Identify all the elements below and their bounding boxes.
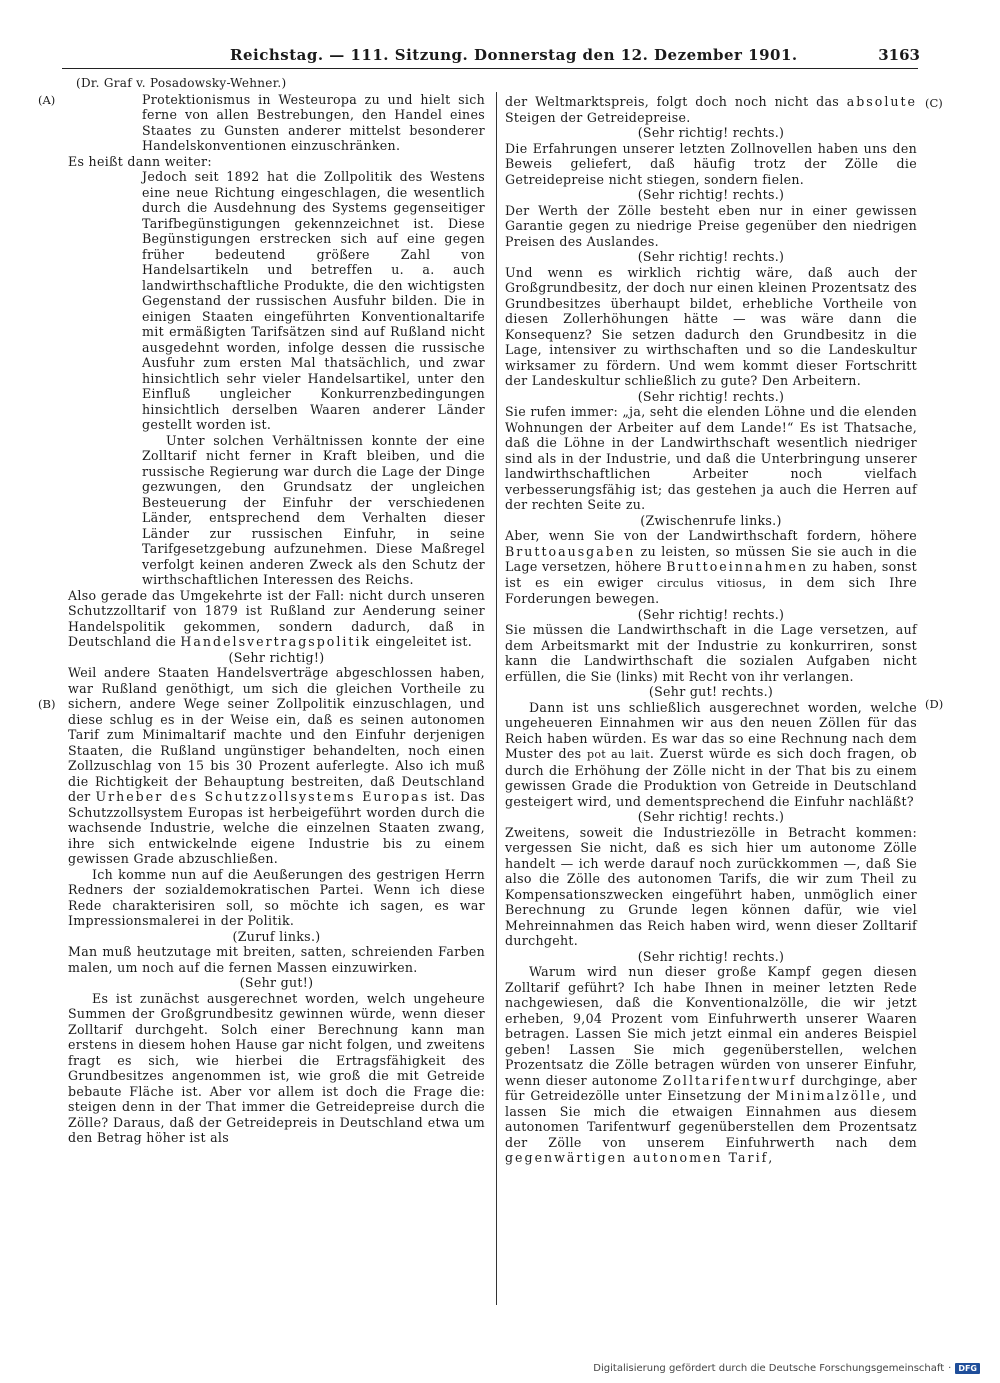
dfg-logo: DFG (955, 1363, 980, 1374)
margin-marker-d: (D) (925, 697, 944, 711)
paragraph: Der Werth der Zölle besteht eben nur in einer gewissen Garantie gegen zu niedrige Preise gegenüber den niedrigen Preisen des Auslandes. (505, 202, 917, 249)
interjection: (Zuruf links.) (232, 928, 321, 944)
margin-marker-b: (B) (38, 697, 56, 711)
margin-marker-c: (C) (925, 96, 943, 110)
paragraph: Die Erfahrungen unserer letzten Zollnovellen haben uns den Beweis geliefert, daß häufig trotz der Zölle die Getreidepreise nicht stiegen, sondern fielen. (505, 140, 917, 187)
quote-paragraph: Unter solchen Verhältnissen konnte der eine Zolltarif nicht ferner in Kraft bleiben, und die russische Regierung war durch die Lage der Dinge gezwungen, den Grundsatz der ungleichen Besteuerung der Einfuhr der verschiedenen Länder, entsprechend dem Verhalten dieser Länder zur russischen Einfuhr, in seine Tarifgesetzgebung aufzunehmen. Diese Maßregel verfolgt keinen anderen Zweck als den Schutz der wirthschaftlichen Interessen des Reichs. (142, 432, 485, 587)
emphasis: gegenwärtigen autonomen Tarif (505, 1150, 769, 1165)
paragraph: Zweitens, soweit die Industriezölle in Betracht kommen: vergessen Sie nicht, daß es sich hier um autonome Zölle handelt — ich werde darauf noch zurückkommen —, daß Sie also die Zölle des autonomen Tarifs, die wir zum Theil zu Kompensationszwecken eingeführt haben, unmöglich einer Berechnung zu Grunde legen können dafür, wie viel Mehreinnahmen das Reich haben wird, wenn dieser Zolltarif durchgeht. (505, 824, 917, 948)
paragraph: Sie müssen die Landwirthschaft in die Lage versetzen, auf dem Arbeitsmarkt mit der Industrie zu konkurriren, sonst kann die Landwirthschaft die sozialen Aufgaben nicht erfüllen, die Sie (links) mit Recht von ihr verlangen. (505, 622, 917, 684)
paragraph: Aber, wenn Sie von der Landwirthschaft fordern, höhere Bruttoausgaben zu leisten, so müssen Sie sie auch in die Lage versetzen, höhere Bruttoeinnahmen zu haben, sonst ist es ein ewiger circulus vitiosus, in dem sich Ihre Forderungen bewegen. (505, 528, 918, 606)
speaker-label: (Dr. Graf v. Posadowsky-Wehner.) (76, 76, 287, 90)
interjection: (Sehr gut!) (239, 975, 314, 990)
page-header (60, 46, 920, 68)
emphasis: Bruttoeinnahmen (666, 559, 809, 574)
quote-paragraph: Protektionismus in Westeuropa zu und hielt sich ferne von allen Bestrebungen, den Handel eines Staates zu Gunsten anderer mittelst besonderer Handelskonventionen einzuschränken. (142, 91, 485, 153)
quote-paragraph: Jedoch seit 1892 hat die Zollpolitik des Westens eine neue Richtung eingeschlagen, die wesentlich durch die Ausdehnung des Systems gegenseitiger Tarifbegünstigungen gekennzeichnet ist. Diese Begünstigungen erstrecken sich auf eine gegen früher bedeutend größere Zahl von Handelsartikeln und betreffen u. a. auch landwirthschaftliche Produkte, die den wichtigsten Gegenstand der russischen Ausfuhr bilden. Die in einigen Staaten eingeführten Konventionaltarife mit ermäßigten Tarifsätzen sind auf Rußland nicht ausgedehnt worden, infolge dessen die russische Ausfuhr zum ersten Mal thatsächlich, und zwar hinsichtlich sehr vieler Handelsartikel, unter den Einfluß ungleicher Konkurrenzbedingungen hinsichtlich derselben Waaren anderer Länder gestellt worden ist. (142, 169, 485, 432)
emphasis: absolute (846, 94, 917, 109)
footer-text: Digitalisierung gefördert durch die Deutsche Forschungsgemeinschaft (593, 1363, 945, 1374)
paragraph: Und wenn es wirklich richtig wäre, daß auch der Großgrundbesitz, der doch nur einen kleinen Prozentsatz des Grundbesitzes überhaupt bildet, erhebliche Vortheile von diesen Zollerhöhungen hätte — was wäre dann die Konsequenz? Sie setzen dadurch den Grundbesitz in die Lage, intensiver zu wirthschaften und so die Landeskultur wirksamer zu fördern. Und wem kommt dieser Fortschritt der Landeskultur schließlich zu gute? Den Arbeitern. (505, 264, 917, 388)
paragraph: Dann ist uns schließlich ausgerechnet worden, welche ungeheueren Einnahmen wir aus den neuen Zöllen für das Reich haben würden. Es war das so eine Rechnung nach dem Muster des pot au lait. Zuerst würde es sich doch fragen, ob durch die Erhöhung der Zölle nicht in der That bis zu einem gewissen Grade die Produktion von Getreide in Deutschland gesteigert wird, und dementsprechend die Einfuhr nachläßt? (505, 699, 917, 809)
page-number: 3163 (878, 46, 920, 64)
footer-separator: · (948, 1363, 952, 1374)
header-title: Reichstag. — 111. Sitzung. Donnerstag den 12. Dezember 1901. (230, 46, 798, 64)
interjection: (Sehr richtig! rechts.) (637, 809, 785, 824)
interjection: (Sehr richtig! rechts.) (637, 948, 785, 964)
latin-phrase: circulus vitiosus (656, 576, 763, 590)
emphasis: Urheber des Schutzzollsystems Europas (95, 789, 430, 804)
paragraph: Also gerade das Umgekehrte ist der Fall: nicht durch unseren Schutzzolltarif von 1879 ist Rußland zur Aenderung seiner Handelspolitik gekommen, sondern dadurch, daß in Deutschland die Handelsvertragspolitik eingeleitet ist. (68, 587, 485, 649)
paragraph: Ich komme nun auf die Aeußerungen des gestrigen Herrn Redners der sozialdemokratischen Partei. Wenn ich diese Rede charakterisiren soll, so möchte ich sagen, es war Impressionsmalerei in der Politik. (68, 866, 485, 928)
paragraph: Warum wird nun dieser große Kampf gegen diesen Zolltarif geführt? Ich habe Ihnen in meiner letzten Rede nachgewiesen, daß die Konventionalzölle, die wir jetzt erheben, 9,04 Prozent vom Einfuhrwerth unserer Waaren betragen. Lassen Sie mich jetzt einmal ein anderes Beispiel geben! Lassen Sie mich gegenüberstellen, welchen Prozentsatz die Zölle betragen würden von unserer Einfuhr, wenn dieser autonome Zolltarifentwurf durchginge, aber für Getreidezölle unter Einsetzung der Minimalzölle, und lassen Sie mich die etwaigen Einnahmen aus diesem autonomen Tarifentwurf gegenüberstellen dem Prozentsatz der Zölle von unserem Einfuhrwerth nach dem gegenwärtigen autonomen Tarif, (505, 964, 918, 1165)
emphasis: Minimalzölle (775, 1088, 882, 1103)
interjection: (Sehr richtig! rechts.) (637, 187, 785, 202)
paragraph: Es heißt dann weiter: (68, 153, 212, 169)
paragraph: Weil andere Staaten Handelsverträge abgeschlossen haben, war Rußland genöthigt, um sich die gleichen Vortheile zu sichern, andere Wege seiner Zollpolitik einzuschlagen, und diese schlug es in der Weise ein, daß es seinen autonomen Tarif zum Minimaltarif machte und den Einfuhr derjenigen Staaten, die Rußland ungünstiger behandelten, noch einen Zollzuschlag von 15 bis 30 Prozent auferlegte. Also ich muß die Richtigkeit der Behauptung bestreiten, daß Deutschland der Urheber des Schutzzollsystems Europas ist. Das Schutzzollsystem Europas ist herbeigeführt worden durch die wachsende Industrie, welche die einzelnen Staaten zwang, ihre sich entwickelnde eigene Industrie bis zu einem gewissen Grade abzuschließen. (68, 665, 485, 866)
paragraph: der Weltmarktspreis, folgt doch noch nicht das absolute Steigen der Getreidepreise. (505, 94, 917, 125)
paragraph: Es ist zunächst ausgerechnet worden, welch ungeheure Summen der Großgrundbesitz gewinnen würde, wenn dieser Zolltarif durchgeht. Solch einer Berechnung kann man erstens in diesem hohen Hause gar nicht folgen, und zweitens fragt es sich, wie hierbei die Ertragsfähigkeit des Grundbesitzes angenommen ist, wie groß die mit Getreide bebaute Fläche ist. Aber vor allem ist doch die Frage die: steigen denn in der That immer die Getreidepreise durch die Zölle? Daraus, daß der Getreidepreis in Deutschland etwa um den Betrag höher ist als (68, 990, 485, 1145)
left-column (68, 76, 485, 1146)
interjection: (Sehr gut! rechts.) (648, 684, 774, 699)
emphasis: Handelsvertragspolitik (180, 634, 372, 649)
paragraph: Sie rufen immer: „ja, seht die elenden Löhne und die elenden Wohnungen der Arbeiter auf dem Lande!“ Es ist Thatsache, daß die Löhne in der Landwirthschaft wesentlich niedriger sind als in der Industrie, und daß die Unterbringung unserer landwirthschaftlichen Arbeiter noch vielfach verbesserungsfähig ist; das gestehen ja auch die Herren auf der rechten Seite zu. (505, 404, 917, 512)
emphasis: Bruttoausgaben (505, 543, 636, 559)
margin-marker-a: (A) (38, 93, 56, 107)
interjection: (Sehr richtig! rechts.) (637, 606, 785, 622)
interjection: (Sehr richtig!) (228, 649, 325, 665)
right-column (505, 94, 917, 1166)
emphasis: Zolltarifentwurf (662, 1072, 797, 1088)
latin-phrase: pot au lait (587, 748, 650, 761)
interjection: (Sehr richtig! rechts.) (637, 249, 785, 264)
paragraph: Man muß heutzutage mit breiten, satten, schreienden Farben malen, um noch auf die fernen Massen einzuwirken. (68, 944, 485, 975)
interjection: (Sehr richtig! rechts.) (637, 388, 785, 404)
header-rule (62, 68, 918, 69)
interjection: (Sehr richtig! rechts.) (637, 125, 785, 140)
column-divider (496, 92, 497, 1305)
interjection: (Zwischenrufe links.) (640, 512, 782, 528)
footer-credit (593, 1363, 980, 1374)
